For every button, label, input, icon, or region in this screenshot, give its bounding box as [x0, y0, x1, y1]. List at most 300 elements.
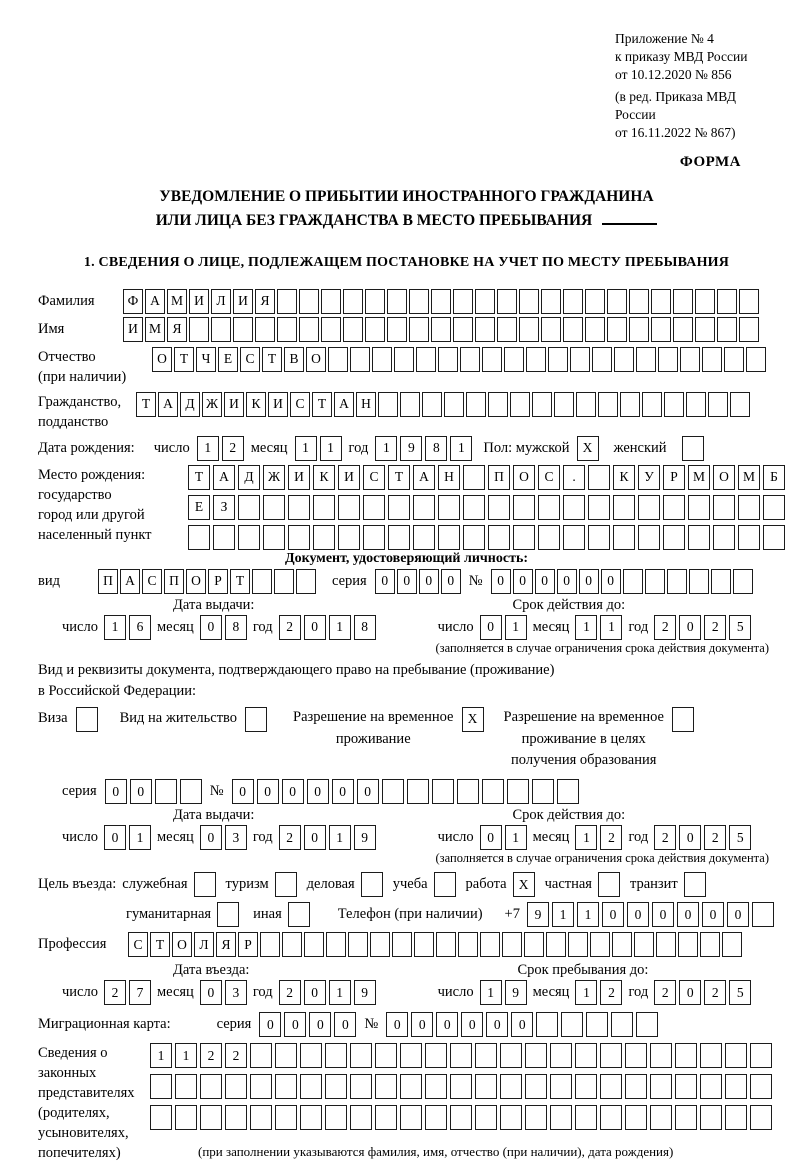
char-box[interactable] — [592, 347, 612, 372]
purpose-tourism-checkbox[interactable] — [275, 872, 297, 897]
char-box[interactable] — [651, 289, 671, 314]
char-box[interactable] — [513, 525, 535, 550]
char-box[interactable]: 0 — [461, 1012, 483, 1037]
doc-expiry-month[interactable] — [575, 615, 622, 640]
char-box[interactable] — [277, 317, 297, 342]
char-box[interactable] — [750, 1074, 772, 1099]
char-box[interactable]: Е — [218, 347, 238, 372]
char-box[interactable] — [738, 525, 760, 550]
char-box[interactable] — [299, 317, 319, 342]
char-box[interactable]: 0 — [557, 569, 577, 594]
char-box[interactable] — [695, 289, 715, 314]
char-box[interactable]: Т — [230, 569, 250, 594]
char-box[interactable] — [588, 465, 610, 490]
char-box[interactable]: А — [120, 569, 140, 594]
char-box[interactable] — [519, 317, 539, 342]
doc-expiry-day[interactable] — [480, 615, 527, 640]
char-box[interactable] — [296, 569, 316, 594]
char-box[interactable] — [363, 495, 385, 520]
char-box[interactable]: 0 — [282, 779, 304, 804]
char-box[interactable]: И — [288, 465, 310, 490]
char-box[interactable] — [328, 347, 348, 372]
char-box[interactable]: О — [713, 465, 735, 490]
char-box[interactable] — [570, 347, 590, 372]
char-box[interactable] — [678, 932, 698, 957]
char-box[interactable] — [475, 317, 495, 342]
char-box[interactable]: 2 — [200, 1043, 222, 1068]
char-box[interactable] — [575, 1043, 597, 1068]
char-box[interactable]: 9 — [527, 902, 549, 927]
char-box[interactable]: 0 — [257, 779, 279, 804]
char-box[interactable] — [313, 525, 335, 550]
char-box[interactable] — [725, 1074, 747, 1099]
char-box[interactable] — [394, 347, 414, 372]
char-box[interactable] — [416, 347, 436, 372]
char-box[interactable] — [304, 932, 324, 957]
char-box[interactable] — [282, 932, 302, 957]
entry-month[interactable] — [200, 980, 247, 1005]
char-box[interactable]: П — [98, 569, 118, 594]
char-box[interactable] — [600, 1043, 622, 1068]
char-box[interactable]: Ф — [123, 289, 143, 314]
char-box[interactable]: . — [563, 465, 585, 490]
permit-number-input[interactable] — [232, 779, 579, 804]
char-box[interactable]: М — [688, 465, 710, 490]
char-box[interactable]: 1 — [450, 436, 472, 461]
char-box[interactable] — [189, 317, 209, 342]
birth-year-input[interactable] — [375, 436, 472, 461]
char-box[interactable]: К — [613, 465, 635, 490]
char-box[interactable] — [585, 317, 605, 342]
doc-series-input[interactable] — [375, 569, 461, 594]
visa-checkbox[interactable] — [76, 707, 98, 732]
char-box[interactable] — [625, 1105, 647, 1130]
char-box[interactable] — [275, 1105, 297, 1130]
char-box[interactable] — [375, 1043, 397, 1068]
char-box[interactable] — [607, 289, 627, 314]
char-box[interactable]: 5 — [729, 615, 751, 640]
sex-female-checkbox[interactable] — [682, 436, 704, 461]
char-box[interactable]: Ж — [202, 392, 222, 417]
char-box[interactable]: 9 — [400, 436, 422, 461]
char-box[interactable]: 0 — [480, 825, 502, 850]
char-box[interactable] — [557, 779, 579, 804]
migration-number-input[interactable] — [386, 1012, 658, 1037]
char-box[interactable] — [388, 525, 410, 550]
entry-day[interactable] — [104, 980, 151, 1005]
char-box[interactable]: О — [513, 465, 535, 490]
char-box[interactable] — [250, 1043, 272, 1068]
char-box[interactable]: 0 — [357, 779, 379, 804]
char-box[interactable] — [200, 1105, 222, 1130]
purpose-other-checkbox[interactable] — [288, 902, 310, 927]
char-box[interactable]: 2 — [104, 980, 126, 1005]
char-box[interactable] — [225, 1105, 247, 1130]
purpose-private-checkbox[interactable] — [598, 872, 620, 897]
permit-expiry-day[interactable] — [480, 825, 527, 850]
char-box[interactable]: 0 — [232, 779, 254, 804]
char-box[interactable]: 1 — [600, 615, 622, 640]
char-box[interactable] — [541, 289, 561, 314]
char-box[interactable] — [321, 289, 341, 314]
char-box[interactable] — [275, 1043, 297, 1068]
birthplace-row-1[interactable] — [188, 465, 785, 490]
char-box[interactable]: 0 — [436, 1012, 458, 1037]
char-box[interactable] — [463, 465, 485, 490]
doc-issue-year[interactable] — [279, 615, 376, 640]
char-box[interactable] — [409, 289, 429, 314]
doc-issue-day[interactable] — [104, 615, 151, 640]
char-box[interactable] — [488, 525, 510, 550]
char-box[interactable] — [613, 495, 635, 520]
char-box[interactable] — [763, 495, 785, 520]
char-box[interactable]: 0 — [579, 569, 599, 594]
char-box[interactable] — [700, 1043, 722, 1068]
char-box[interactable]: 1 — [575, 980, 597, 1005]
permit-issue-day[interactable] — [104, 825, 151, 850]
char-box[interactable] — [620, 392, 640, 417]
char-box[interactable] — [638, 525, 660, 550]
char-box[interactable] — [629, 317, 649, 342]
char-box[interactable] — [713, 525, 735, 550]
char-box[interactable] — [460, 347, 480, 372]
char-box[interactable] — [497, 317, 517, 342]
char-box[interactable]: 2 — [225, 1043, 247, 1068]
char-box[interactable]: 1 — [197, 436, 219, 461]
char-box[interactable]: 2 — [279, 825, 301, 850]
char-box[interactable] — [607, 317, 627, 342]
char-box[interactable]: К — [246, 392, 266, 417]
char-box[interactable] — [598, 392, 618, 417]
char-box[interactable]: 1 — [129, 825, 151, 850]
char-box[interactable]: Т — [174, 347, 194, 372]
representatives-row-1[interactable] — [150, 1043, 772, 1068]
permit-expiry-month[interactable] — [575, 825, 622, 850]
char-box[interactable] — [588, 495, 610, 520]
char-box[interactable] — [532, 392, 552, 417]
stay-month[interactable] — [575, 980, 622, 1005]
char-box[interactable] — [763, 525, 785, 550]
char-box[interactable]: 0 — [397, 569, 417, 594]
char-box[interactable] — [625, 1074, 647, 1099]
char-box[interactable]: Ж — [263, 465, 285, 490]
char-box[interactable]: М — [738, 465, 760, 490]
char-box[interactable] — [502, 932, 522, 957]
char-box[interactable]: 2 — [279, 615, 301, 640]
char-box[interactable] — [438, 347, 458, 372]
char-box[interactable] — [664, 392, 684, 417]
char-box[interactable] — [211, 317, 231, 342]
char-box[interactable] — [708, 392, 728, 417]
char-box[interactable] — [713, 495, 735, 520]
char-box[interactable] — [288, 525, 310, 550]
char-box[interactable] — [475, 1074, 497, 1099]
birth-day-input[interactable] — [197, 436, 244, 461]
char-box[interactable]: 2 — [654, 825, 676, 850]
char-box[interactable]: 0 — [307, 779, 329, 804]
char-box[interactable] — [155, 779, 177, 804]
char-box[interactable] — [480, 932, 500, 957]
char-box[interactable] — [752, 902, 774, 927]
char-box[interactable] — [213, 525, 235, 550]
char-box[interactable]: 1 — [329, 980, 351, 1005]
char-box[interactable]: М — [167, 289, 187, 314]
char-box[interactable]: С — [538, 465, 560, 490]
char-box[interactable]: 0 — [679, 980, 701, 1005]
citizenship-input[interactable] — [136, 392, 750, 417]
char-box[interactable] — [252, 569, 272, 594]
char-box[interactable]: Б — [763, 465, 785, 490]
char-box[interactable]: 1 — [577, 902, 599, 927]
char-box[interactable]: О — [186, 569, 206, 594]
char-box[interactable] — [730, 392, 750, 417]
char-box[interactable]: Т — [262, 347, 282, 372]
char-box[interactable] — [400, 392, 420, 417]
char-box[interactable] — [526, 347, 546, 372]
char-box[interactable]: 5 — [729, 825, 751, 850]
char-box[interactable]: С — [142, 569, 162, 594]
char-box[interactable] — [431, 317, 451, 342]
char-box[interactable]: А — [158, 392, 178, 417]
char-box[interactable] — [263, 525, 285, 550]
char-box[interactable]: 2 — [600, 980, 622, 1005]
char-box[interactable]: У — [638, 465, 660, 490]
char-box[interactable] — [274, 569, 294, 594]
char-box[interactable] — [392, 932, 412, 957]
char-box[interactable] — [422, 392, 442, 417]
char-box[interactable]: О — [152, 347, 172, 372]
char-box[interactable]: И — [123, 317, 143, 342]
char-box[interactable] — [667, 569, 687, 594]
purpose-humanitarian-checkbox[interactable] — [217, 902, 239, 927]
char-box[interactable]: 0 — [304, 615, 326, 640]
permit-expiry-year[interactable] — [654, 825, 751, 850]
char-box[interactable]: 0 — [486, 1012, 508, 1037]
char-box[interactable] — [409, 317, 429, 342]
representatives-row-3[interactable] — [150, 1105, 772, 1130]
char-box[interactable] — [325, 1105, 347, 1130]
char-box[interactable] — [722, 932, 742, 957]
char-box[interactable] — [675, 1043, 697, 1068]
char-box[interactable]: 2 — [654, 615, 676, 640]
doc-issue-month[interactable] — [200, 615, 247, 640]
permit-series-input[interactable] — [105, 779, 202, 804]
char-box[interactable] — [688, 525, 710, 550]
char-box[interactable]: 2 — [654, 980, 676, 1005]
char-box[interactable] — [260, 932, 280, 957]
char-box[interactable]: 2 — [222, 436, 244, 461]
char-box[interactable] — [497, 289, 517, 314]
char-box[interactable] — [225, 1074, 247, 1099]
char-box[interactable]: 9 — [354, 825, 376, 850]
char-box[interactable] — [588, 525, 610, 550]
char-box[interactable] — [325, 1043, 347, 1068]
char-box[interactable]: И — [224, 392, 244, 417]
char-box[interactable] — [365, 289, 385, 314]
char-box[interactable]: Т — [388, 465, 410, 490]
char-box[interactable]: 2 — [600, 825, 622, 850]
doc-kind-input[interactable] — [98, 569, 316, 594]
char-box[interactable] — [463, 525, 485, 550]
char-box[interactable] — [548, 347, 568, 372]
char-box[interactable]: С — [290, 392, 310, 417]
doc-expiry-year[interactable] — [654, 615, 751, 640]
char-box[interactable] — [400, 1105, 422, 1130]
char-box[interactable] — [507, 779, 529, 804]
char-box[interactable]: С — [128, 932, 148, 957]
char-box[interactable] — [550, 1043, 572, 1068]
char-box[interactable]: 0 — [627, 902, 649, 927]
char-box[interactable]: 1 — [150, 1043, 172, 1068]
char-box[interactable] — [300, 1074, 322, 1099]
char-box[interactable]: 8 — [425, 436, 447, 461]
char-box[interactable] — [425, 1074, 447, 1099]
char-box[interactable] — [288, 495, 310, 520]
char-box[interactable]: 0 — [105, 779, 127, 804]
char-box[interactable]: И — [233, 289, 253, 314]
char-box[interactable]: 0 — [375, 569, 395, 594]
char-box[interactable] — [250, 1105, 272, 1130]
char-box[interactable] — [450, 1074, 472, 1099]
char-box[interactable] — [450, 1105, 472, 1130]
char-box[interactable] — [436, 932, 456, 957]
char-box[interactable]: 0 — [480, 615, 502, 640]
char-box[interactable]: 1 — [480, 980, 502, 1005]
char-box[interactable] — [695, 317, 715, 342]
char-box[interactable]: 0 — [513, 569, 533, 594]
char-box[interactable] — [525, 1074, 547, 1099]
char-box[interactable]: А — [334, 392, 354, 417]
char-box[interactable]: 1 — [505, 615, 527, 640]
char-box[interactable] — [675, 1074, 697, 1099]
char-box[interactable] — [350, 1043, 372, 1068]
char-box[interactable] — [475, 289, 495, 314]
char-box[interactable] — [563, 317, 583, 342]
char-box[interactable] — [625, 1043, 647, 1068]
char-box[interactable] — [363, 525, 385, 550]
char-box[interactable] — [438, 525, 460, 550]
char-box[interactable]: Р — [238, 932, 258, 957]
char-box[interactable] — [663, 495, 685, 520]
char-box[interactable] — [700, 1105, 722, 1130]
char-box[interactable] — [524, 932, 544, 957]
char-box[interactable] — [453, 289, 473, 314]
char-box[interactable] — [724, 347, 744, 372]
char-box[interactable] — [554, 392, 574, 417]
representatives-row-2[interactable] — [150, 1074, 772, 1099]
char-box[interactable]: Р — [663, 465, 685, 490]
char-box[interactable] — [739, 289, 759, 314]
char-box[interactable] — [413, 525, 435, 550]
char-box[interactable] — [536, 1012, 558, 1037]
char-box[interactable] — [673, 289, 693, 314]
char-box[interactable] — [233, 317, 253, 342]
char-box[interactable] — [645, 569, 665, 594]
char-box[interactable]: Я — [167, 317, 187, 342]
char-box[interactable]: А — [213, 465, 235, 490]
stay-day[interactable] — [480, 980, 527, 1005]
char-box[interactable] — [585, 289, 605, 314]
char-box[interactable]: 0 — [309, 1012, 331, 1037]
char-box[interactable]: Т — [312, 392, 332, 417]
char-box[interactable] — [636, 1012, 658, 1037]
char-box[interactable] — [561, 1012, 583, 1037]
purpose-business-checkbox[interactable] — [361, 872, 383, 897]
char-box[interactable] — [656, 932, 676, 957]
char-box[interactable] — [634, 932, 654, 957]
char-box[interactable] — [675, 1105, 697, 1130]
char-box[interactable]: 0 — [679, 825, 701, 850]
stay-year[interactable] — [654, 980, 751, 1005]
char-box[interactable]: 0 — [419, 569, 439, 594]
char-box[interactable]: 8 — [225, 615, 247, 640]
char-box[interactable] — [175, 1074, 197, 1099]
char-box[interactable] — [576, 392, 596, 417]
char-box[interactable]: 0 — [200, 825, 222, 850]
char-box[interactable] — [750, 1043, 772, 1068]
char-box[interactable]: О — [306, 347, 326, 372]
char-box[interactable]: 2 — [704, 615, 726, 640]
char-box[interactable] — [642, 392, 662, 417]
char-box[interactable]: 0 — [441, 569, 461, 594]
char-box[interactable] — [388, 495, 410, 520]
char-box[interactable]: 7 — [129, 980, 151, 1005]
temp-permit-checkbox[interactable]: X — [462, 707, 484, 732]
char-box[interactable]: 0 — [677, 902, 699, 927]
char-box[interactable]: 0 — [535, 569, 555, 594]
char-box[interactable] — [563, 525, 585, 550]
char-box[interactable] — [482, 347, 502, 372]
char-box[interactable]: Е — [188, 495, 210, 520]
char-box[interactable] — [238, 525, 260, 550]
char-box[interactable] — [175, 1105, 197, 1130]
char-box[interactable]: 1 — [295, 436, 317, 461]
char-box[interactable]: 0 — [200, 615, 222, 640]
char-box[interactable]: П — [488, 465, 510, 490]
char-box[interactable] — [702, 347, 722, 372]
char-box[interactable]: Д — [238, 465, 260, 490]
char-box[interactable]: 1 — [575, 615, 597, 640]
char-box[interactable] — [689, 569, 709, 594]
char-box[interactable] — [382, 779, 404, 804]
char-box[interactable]: 0 — [334, 1012, 356, 1037]
char-box[interactable] — [250, 1074, 272, 1099]
char-box[interactable] — [651, 317, 671, 342]
char-box[interactable]: 9 — [354, 980, 376, 1005]
char-box[interactable]: 0 — [259, 1012, 281, 1037]
char-box[interactable] — [629, 289, 649, 314]
char-box[interactable] — [432, 779, 454, 804]
char-box[interactable] — [463, 495, 485, 520]
char-box[interactable]: 0 — [652, 902, 674, 927]
char-box[interactable] — [277, 289, 297, 314]
char-box[interactable]: Л — [194, 932, 214, 957]
char-box[interactable]: 0 — [104, 825, 126, 850]
char-box[interactable] — [600, 1074, 622, 1099]
char-box[interactable] — [725, 1043, 747, 1068]
char-box[interactable]: Л — [211, 289, 231, 314]
char-box[interactable] — [150, 1105, 172, 1130]
char-box[interactable]: 0 — [304, 825, 326, 850]
char-box[interactable]: 0 — [601, 569, 621, 594]
char-box[interactable] — [575, 1074, 597, 1099]
char-box[interactable] — [673, 317, 693, 342]
char-box[interactable] — [313, 495, 335, 520]
char-box[interactable] — [488, 495, 510, 520]
char-box[interactable] — [611, 1012, 633, 1037]
char-box[interactable] — [650, 1074, 672, 1099]
char-box[interactable] — [738, 495, 760, 520]
